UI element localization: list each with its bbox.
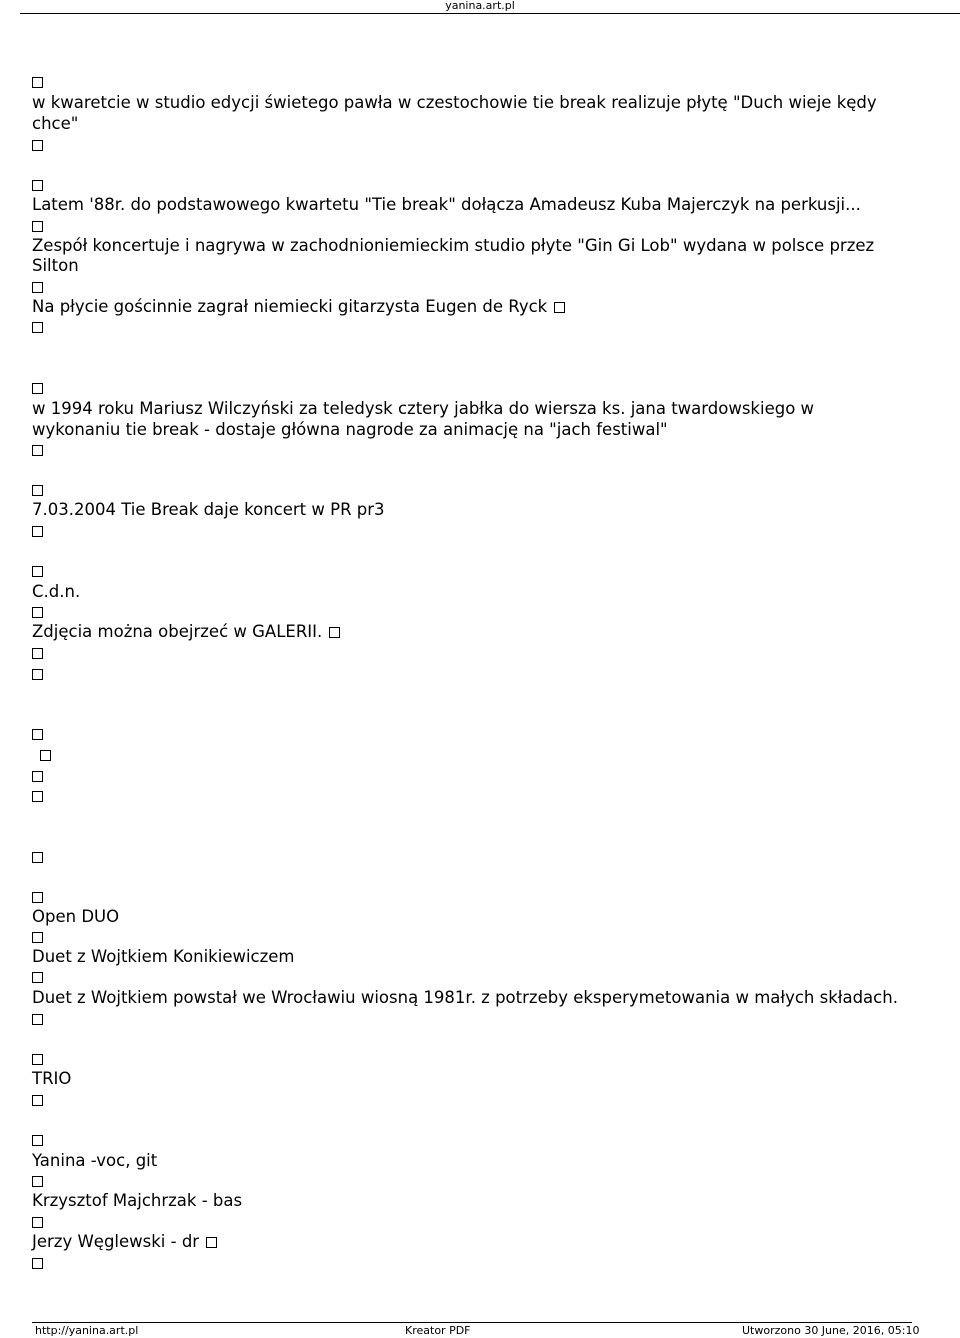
empty-box-line — [32, 724, 43, 744]
missing-glyph-box — [32, 771, 43, 782]
missing-glyph-box — [32, 791, 43, 802]
paragraph-koncertuje-line1: Zespół koncertuje i nagrywa w zachodnioniemieckim studio płyte "Gin Gi Lob" wydana w polsce przez — [32, 236, 875, 255]
missing-glyph-box — [32, 1258, 43, 1269]
paragraph-cdn: C.d.n. — [32, 582, 81, 601]
empty-box-line — [32, 1009, 43, 1029]
missing-glyph-box — [32, 932, 43, 943]
empty-box-line — [32, 887, 43, 907]
footer-rule — [32, 1322, 912, 1323]
missing-glyph-box — [32, 1135, 43, 1146]
missing-glyph-box — [32, 852, 43, 863]
paragraph-1994-line2: wykonaniu tie break - dostaje główna nagrode za animację na "jach festiwal" — [32, 420, 668, 439]
empty-box-line — [32, 602, 43, 622]
missing-glyph-box — [40, 750, 51, 761]
empty-box-line — [32, 561, 43, 581]
missing-glyph-box — [32, 526, 43, 537]
missing-glyph-box — [32, 972, 43, 983]
paragraph-duet-title: Duet z Wojtkiem Konikiewiczem — [32, 947, 295, 966]
page-header-site: yanina.art.pl — [445, 0, 515, 12]
empty-box-line — [32, 521, 43, 541]
footer-created-date: Utworzono 30 June, 2016, 05:10 — [742, 1324, 920, 1337]
missing-glyph-box — [32, 221, 43, 232]
empty-box-line — [32, 440, 43, 460]
member-weglewski-text: Jerzy Węglewski - dr — [32, 1232, 200, 1251]
empty-box-line — [32, 847, 43, 867]
member-yanina: Yanina -voc, git — [32, 1151, 158, 1170]
empty-box-line — [40, 745, 51, 765]
missing-glyph-box — [32, 180, 43, 191]
empty-box-line — [32, 1171, 43, 1191]
missing-glyph-box — [32, 669, 43, 680]
missing-glyph-box — [32, 485, 43, 496]
missing-glyph-box — [32, 729, 43, 740]
paragraph-galeria — [32, 622, 340, 642]
missing-glyph-box — [32, 383, 43, 394]
missing-glyph-box — [32, 282, 43, 293]
missing-glyph-box — [206, 1237, 217, 1248]
heading-trio: TRIO — [32, 1069, 72, 1088]
missing-glyph-box — [32, 140, 43, 151]
empty-box-line — [32, 378, 43, 398]
heading-open-duo: Open DUO — [32, 907, 120, 926]
paragraph-studio-line2: chce" — [32, 114, 79, 133]
paragraph-duet-desc: Duet z Wojtkiem powstał we Wrocławiu wiosną 1981r. z potrzeby eksperymetowania w małych składach. — [32, 988, 898, 1007]
empty-box-line — [32, 643, 43, 663]
member-majchrzak: Krzysztof Majchrzak - bas — [32, 1191, 243, 1210]
empty-box-line — [32, 786, 43, 806]
paragraph-goscinnie — [32, 297, 565, 317]
empty-box-line — [32, 175, 43, 195]
missing-glyph-box — [32, 566, 43, 577]
missing-glyph-box — [32, 1014, 43, 1025]
missing-glyph-box — [32, 607, 43, 618]
empty-box-line — [32, 927, 43, 947]
missing-glyph-box — [32, 1054, 43, 1065]
missing-glyph-box — [32, 1095, 43, 1106]
missing-glyph-box — [32, 77, 43, 88]
missing-glyph-box — [32, 445, 43, 456]
missing-glyph-box — [32, 1176, 43, 1187]
paragraph-latem: Latem '88r. do podstawowego kwartetu "Tie break" dołącza Amadeusz Kuba Majerczyk na perkusji... — [32, 195, 861, 214]
footer-generator: Kreator PDF — [405, 1324, 471, 1337]
footer-url: http://yanina.art.pl — [35, 1324, 139, 1337]
member-weglewski — [32, 1232, 217, 1252]
paragraph-1994-line1: w 1994 roku Mariusz Wilczyński za teledysk cztery jabłka do wiersza ks. jana twardowskiego w — [32, 399, 815, 418]
missing-glyph-box — [32, 892, 43, 903]
empty-box-line — [32, 317, 43, 337]
missing-glyph-box — [554, 302, 565, 313]
empty-box-line — [32, 766, 43, 786]
empty-box-line — [32, 664, 43, 684]
paragraph-studio-line1: w kwaretcie w studio edycji świetego pawła w czestochowie tie break realizuje płytę "Duch wieje kędy — [32, 93, 877, 112]
empty-box-line — [32, 216, 43, 236]
empty-box-line — [32, 135, 43, 155]
empty-box-line — [32, 1212, 43, 1232]
paragraph-goscinnie-text: Na płycie gościnnie zagrał niemiecki gitarzysta Eugen de Ryck — [32, 297, 548, 316]
empty-box-line — [32, 1253, 43, 1273]
empty-box-line — [32, 72, 43, 92]
empty-box-line — [32, 967, 43, 987]
missing-glyph-box — [329, 627, 340, 638]
missing-glyph-box — [32, 322, 43, 333]
empty-box-line — [32, 277, 43, 297]
empty-box-line — [32, 1130, 43, 1150]
missing-glyph-box — [32, 1217, 43, 1228]
empty-box-line — [32, 1090, 43, 1110]
paragraph-koncert-pr3: 7.03.2004 Tie Break daje koncert w PR pr3 — [32, 500, 385, 519]
empty-box-line — [32, 480, 43, 500]
header-rule — [20, 13, 960, 14]
missing-glyph-box — [32, 648, 43, 659]
paragraph-koncertuje-line2: Silton — [32, 256, 79, 275]
paragraph-galeria-text: Zdjęcia można obejrzeć w GALERII. — [32, 622, 323, 641]
empty-box-line — [32, 1049, 43, 1069]
